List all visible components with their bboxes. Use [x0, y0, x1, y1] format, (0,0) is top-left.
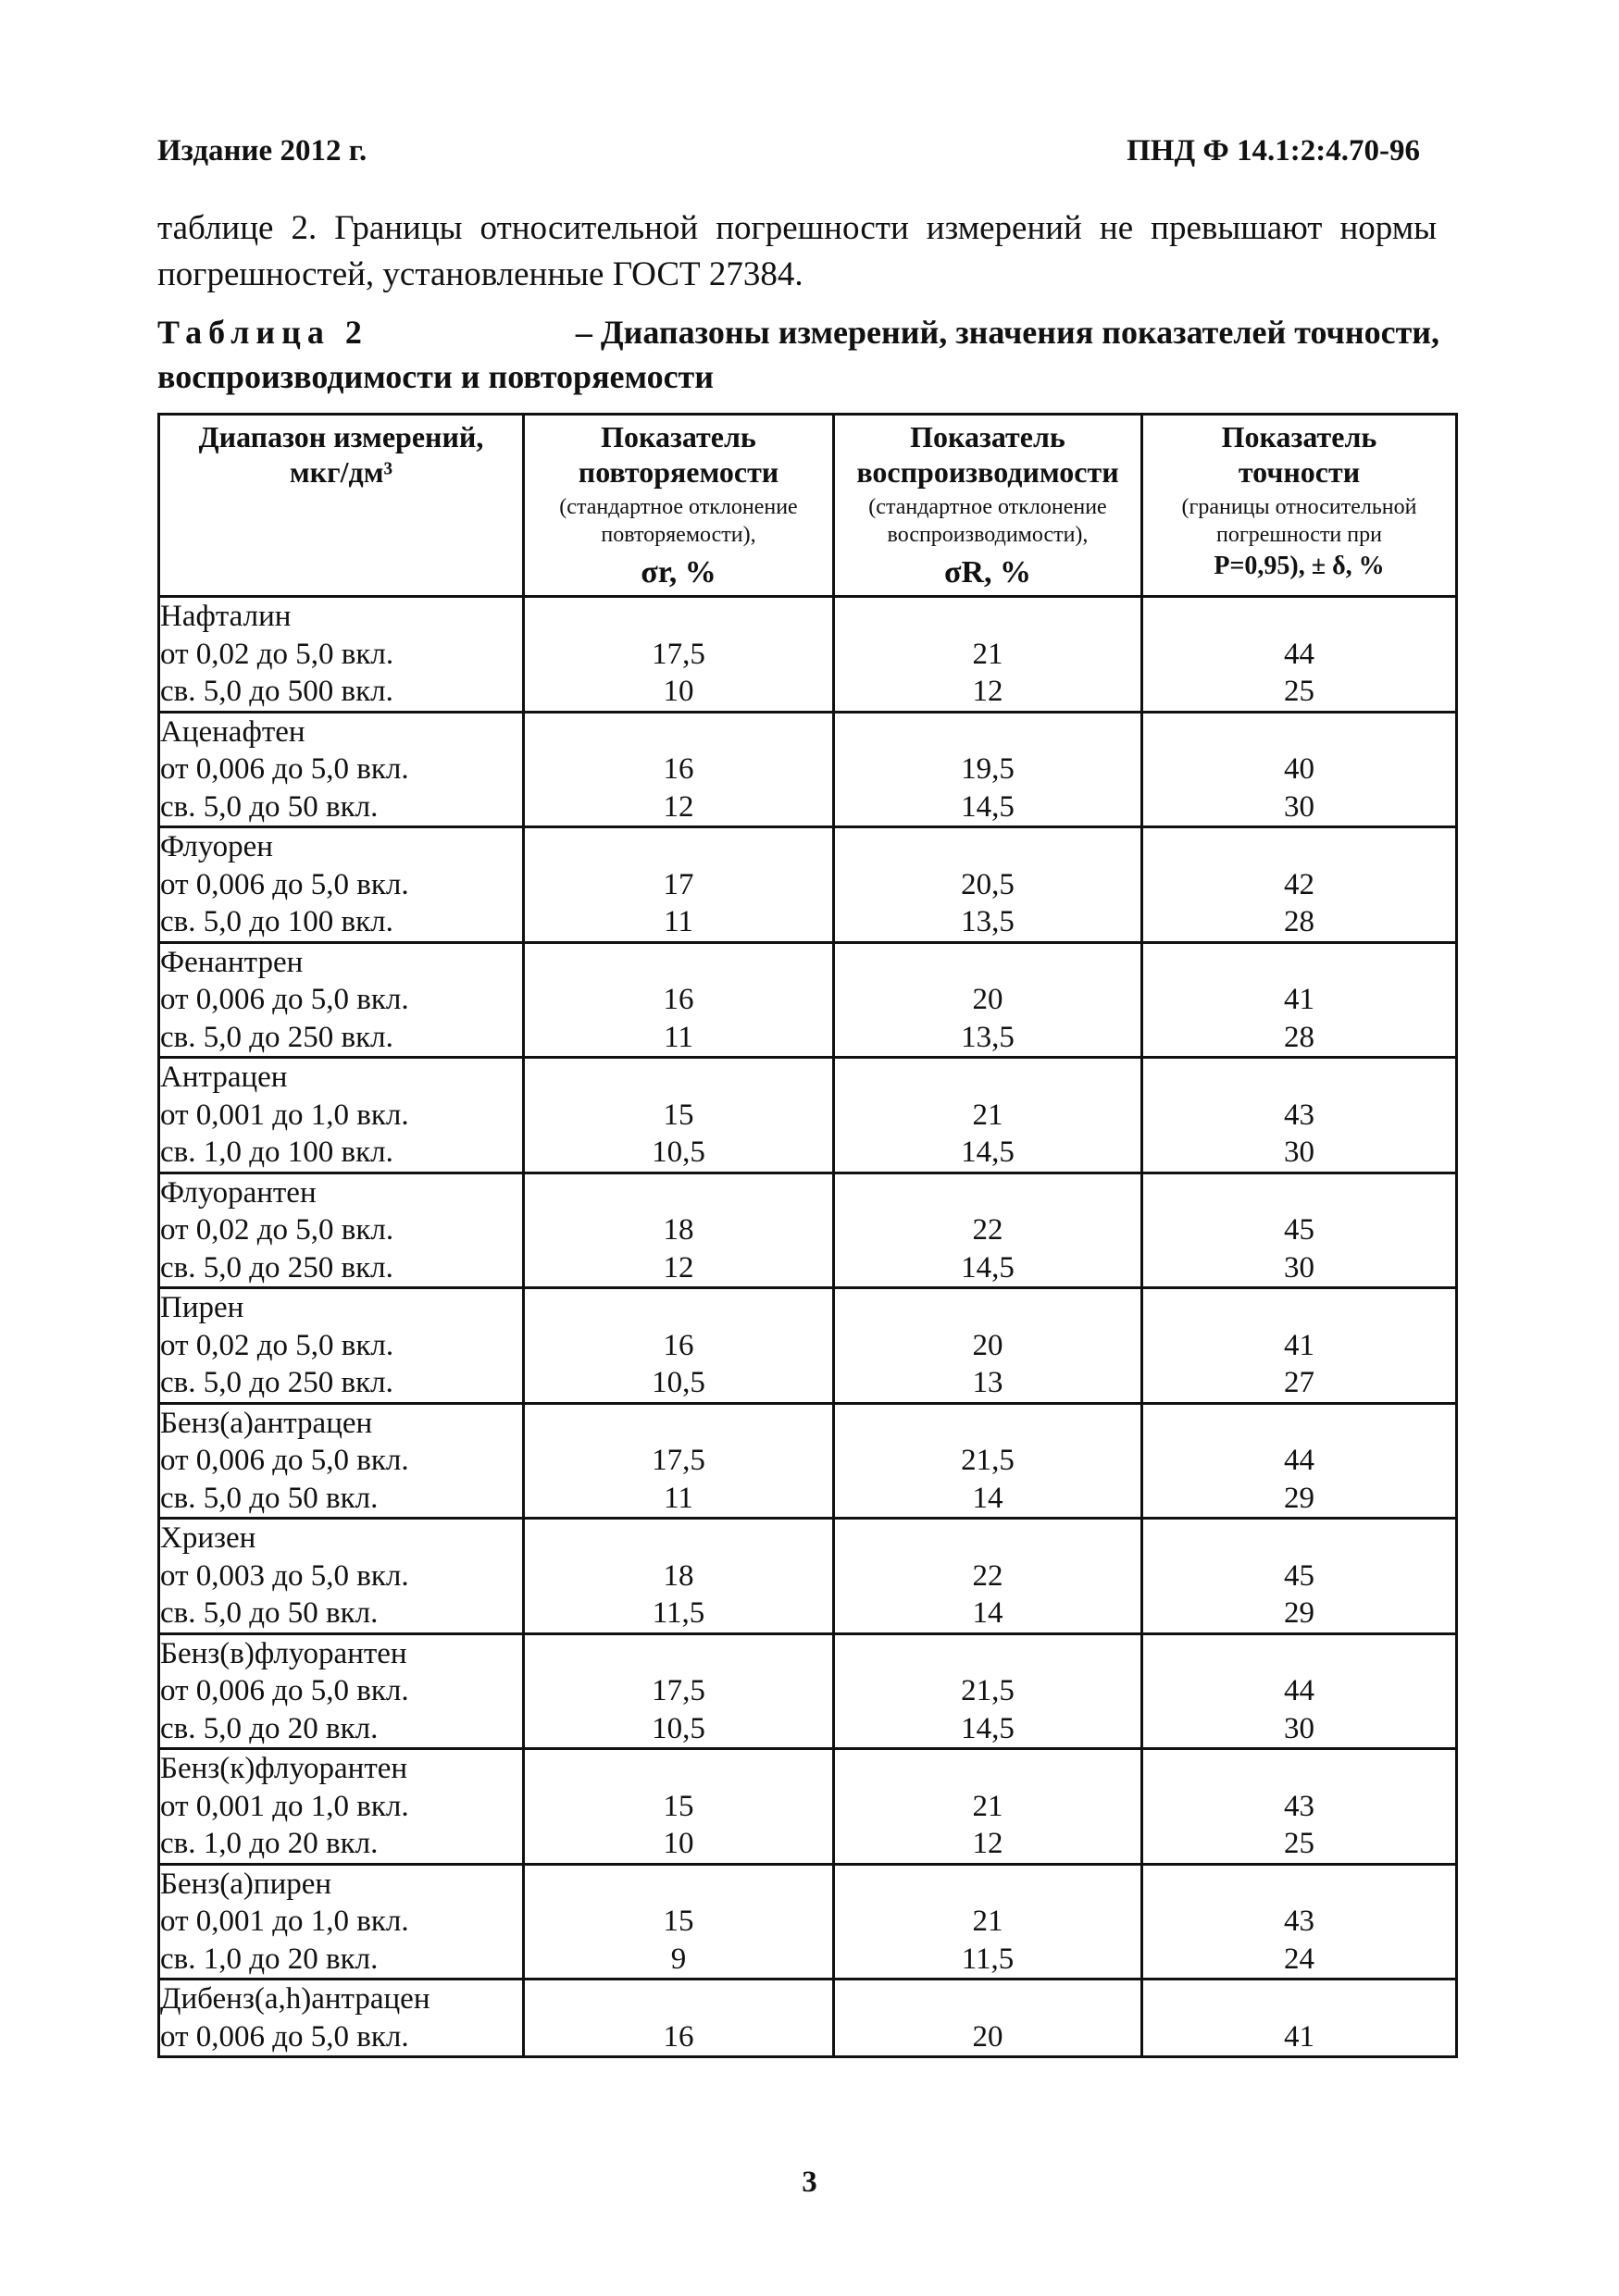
- cell-repeatability-value: [524, 712, 834, 827]
- range-value: от 0,006 до 5,0 вкл.: [160, 2019, 409, 2054]
- range-value: от 0,02 до 5,0 вкл.: [160, 637, 394, 671]
- spacer-line: [1143, 714, 1455, 751]
- cell-repeatability-value: [524, 1173, 834, 1288]
- accuracy-value: 28: [1284, 1020, 1314, 1054]
- repeatability-value: 10,5: [652, 1366, 705, 1399]
- spacer-line: [835, 1520, 1140, 1558]
- table-header-row: [159, 415, 1457, 597]
- range-value: от 0,001 до 1,0 вкл.: [160, 1789, 409, 1823]
- cell-substance-range: [159, 597, 524, 713]
- spacer-line: [835, 944, 1140, 982]
- spacer-line: [1143, 1405, 1455, 1443]
- accuracy-value: 28: [1284, 905, 1314, 938]
- spacer-line: [1143, 1289, 1455, 1327]
- reproducibility-value: 19,5: [961, 752, 1015, 786]
- reproducibility-value: 14,5: [961, 1711, 1015, 1745]
- reproducibility-value: 14,5: [961, 789, 1015, 824]
- cell-repeatability-value: [524, 1288, 834, 1404]
- cell-substance-range: [159, 1173, 524, 1288]
- spacer-line: [1143, 944, 1455, 982]
- reproducibility-value: 21: [972, 1098, 1003, 1132]
- spacer-line: [1143, 1635, 1455, 1673]
- accuracy-value: 43: [1284, 1905, 1314, 1938]
- table-row: [159, 1980, 1457, 2057]
- cell-accuracy-value: [1142, 1519, 1457, 1634]
- cell-substance-range: [159, 1864, 524, 1980]
- cell-reproducibility-value: [834, 1058, 1142, 1173]
- cell-repeatability-value: [524, 597, 834, 713]
- repeatability-value: 17,5: [652, 1674, 705, 1707]
- range-value: от 0,006 до 5,0 вкл.: [160, 1674, 409, 1707]
- spacer-line: [1143, 1059, 1455, 1097]
- cell-accuracy-value: [1142, 1288, 1457, 1404]
- cell-accuracy-value: [1142, 827, 1457, 943]
- header-repeat-symbol: σr, %: [641, 555, 716, 590]
- spacer-line: [525, 1750, 832, 1788]
- table-row: [159, 597, 1457, 713]
- header-reprod-sub: (стандартное отклонение воспроизводимости),: [868, 495, 1107, 547]
- range-value: св. 5,0 до 100 вкл.: [160, 905, 393, 938]
- spacer-line: [525, 1866, 832, 1904]
- cell-repeatability-value: [524, 1519, 834, 1634]
- accuracy-value: 29: [1284, 1596, 1314, 1630]
- repeatability-value: 15: [663, 1789, 694, 1823]
- cell-reproducibility-value: [834, 827, 1142, 943]
- range-value: св. 1,0 до 20 вкл.: [160, 1827, 379, 1860]
- header-accuracy-title-2: точности: [1238, 455, 1361, 489]
- accuracy-value: 45: [1284, 1213, 1314, 1247]
- substance-name: Хризен: [160, 1521, 256, 1555]
- repeatability-value: 16: [663, 1328, 694, 1362]
- reproducibility-value: 21,5: [961, 1674, 1015, 1707]
- repeatability-value: 15: [663, 1098, 694, 1132]
- measurement-table: [157, 413, 1458, 2058]
- spacer-line: [525, 1174, 832, 1212]
- range-value: от 0,003 до 5,0 вкл.: [160, 1558, 409, 1593]
- accuracy-value: 30: [1284, 1711, 1314, 1745]
- accuracy-value: 40: [1284, 752, 1314, 786]
- table-row: [159, 1633, 1457, 1749]
- cell-substance-range: [159, 1633, 524, 1749]
- substance-name: Пирен: [160, 1291, 244, 1324]
- edition-label: Издание 2012 г.: [157, 134, 367, 168]
- spacer-line: [525, 1059, 832, 1097]
- reproducibility-value: 21: [972, 1905, 1003, 1938]
- repeatability-value: 17,5: [652, 1444, 705, 1477]
- range-value: св. 5,0 до 250 вкл.: [160, 1020, 393, 1054]
- cell-substance-range: [159, 1403, 524, 1519]
- spacer-line: [835, 598, 1140, 636]
- spacer-line: [525, 1635, 832, 1673]
- accuracy-value: 30: [1284, 789, 1314, 824]
- table-row: [159, 1173, 1457, 1288]
- cell-reproducibility-value: [834, 597, 1142, 713]
- spacer-line: [835, 1174, 1140, 1212]
- cell-reproducibility-value: [834, 1980, 1142, 2057]
- range-value: св. 5,0 до 250 вкл.: [160, 1250, 393, 1285]
- cell-reproducibility-value: [834, 942, 1142, 1058]
- accuracy-value: 27: [1284, 1366, 1314, 1399]
- accuracy-value: 30: [1284, 1250, 1314, 1285]
- table-row: [159, 1864, 1457, 1980]
- spacer-line: [835, 714, 1140, 751]
- repeatability-value: 18: [663, 1213, 694, 1247]
- spacer-line: [835, 1635, 1140, 1673]
- table-row: [159, 827, 1457, 943]
- repeatability-value: 12: [663, 789, 694, 824]
- intro-paragraph: [157, 205, 1437, 298]
- substance-name: Флуорен: [160, 830, 273, 863]
- page-number: 3: [802, 2166, 817, 2199]
- table-row: [159, 1519, 1457, 1634]
- cell-accuracy-value: [1142, 1633, 1457, 1749]
- cell-reproducibility-value: [834, 1403, 1142, 1519]
- reproducibility-value: 20,5: [961, 867, 1015, 901]
- spacer-line: [835, 1405, 1140, 1443]
- repeatability-value: 15: [663, 1905, 694, 1938]
- reproducibility-value: 21: [972, 637, 1003, 671]
- repeatability-value: 11: [664, 1020, 693, 1054]
- spacer-line: [525, 1289, 832, 1327]
- substance-name: Бенз(а)антрацен: [160, 1406, 373, 1440]
- substance-name: Флуорантен: [160, 1175, 317, 1210]
- cell-substance-range: [159, 712, 524, 827]
- header-reprod-title-1: Показатель: [910, 420, 1065, 453]
- cell-accuracy-value: [1142, 1403, 1457, 1519]
- repeatability-value: 10,5: [652, 1136, 705, 1169]
- reproducibility-value: 14,5: [961, 1250, 1015, 1285]
- spacer-line: [835, 828, 1140, 866]
- cell-accuracy-value: [1142, 1980, 1457, 2057]
- caption-line-1: [157, 310, 1439, 354]
- accuracy-value: 24: [1284, 1942, 1314, 1976]
- reproducibility-value: 11,5: [961, 1942, 1015, 1976]
- caption-prefix: Таблица 2: [157, 314, 368, 351]
- range-value: от 0,006 до 5,0 вкл.: [160, 752, 409, 786]
- substance-name: Бенз(а)пирен: [160, 1867, 332, 1901]
- repeatability-value: 17,5: [652, 637, 705, 671]
- range-value: от 0,006 до 5,0 вкл.: [160, 867, 409, 901]
- spacer-line: [1143, 828, 1455, 866]
- repeatability-value: 11: [664, 905, 693, 938]
- accuracy-value: 29: [1284, 1481, 1314, 1515]
- repeatability-value: 16: [663, 2019, 694, 2054]
- header-accuracy-symbol: Р=0,95), ± δ, %: [1214, 552, 1385, 580]
- substance-name: Дибенз(a,h)антрацен: [160, 1982, 430, 2016]
- range-value: св. 5,0 до 50 вкл.: [160, 1481, 379, 1515]
- spacer-line: [525, 1405, 832, 1443]
- reproducibility-value: 14: [972, 1596, 1003, 1630]
- cell-reproducibility-value: [834, 1519, 1142, 1634]
- accuracy-value: 25: [1284, 1827, 1314, 1860]
- repeatability-value: 11,5: [652, 1596, 705, 1630]
- spacer-line: [1143, 1980, 1455, 2018]
- reproducibility-value: 13,5: [961, 1020, 1015, 1054]
- reproducibility-value: 13,5: [961, 905, 1015, 938]
- cell-accuracy-value: [1142, 597, 1457, 713]
- reproducibility-value: 20: [972, 1328, 1003, 1362]
- header-reprod-title-2: воспроизводимости: [856, 455, 1119, 489]
- cell-substance-range: [159, 1058, 524, 1173]
- reproducibility-value: 22: [972, 1213, 1003, 1247]
- table-caption: [157, 310, 1439, 399]
- cell-reproducibility-value: [834, 1173, 1142, 1288]
- cell-substance-range: [159, 1749, 524, 1865]
- header-repeat-title-1: Показатель: [601, 420, 756, 453]
- spacer-line: [1143, 1520, 1455, 1558]
- accuracy-value: 43: [1284, 1789, 1314, 1823]
- accuracy-value: 25: [1284, 675, 1314, 708]
- reproducibility-value: 14,5: [961, 1136, 1015, 1169]
- reproducibility-value: 13: [972, 1366, 1003, 1399]
- reproducibility-value: 12: [972, 1827, 1003, 1860]
- header-repeat-title-2: повторяемости: [578, 455, 779, 489]
- accuracy-value: 41: [1284, 2019, 1314, 2054]
- header-repeatability: [524, 415, 834, 597]
- repeatability-value: 10: [663, 1827, 694, 1860]
- table-row: [159, 1749, 1457, 1865]
- caption-line-2: воспроизводимости и повторяемости: [157, 358, 714, 395]
- header-repeat-sub: (стандартное отклонение повторяемости),: [559, 495, 798, 547]
- header-range-unit: мкг/дм³: [289, 455, 393, 489]
- reproducibility-value: 21: [972, 1789, 1003, 1823]
- cell-substance-range: [159, 827, 524, 943]
- reproducibility-value: 22: [972, 1558, 1003, 1593]
- reproducibility-value: 14: [972, 1481, 1003, 1515]
- cell-repeatability-value: [524, 1864, 834, 1980]
- cell-accuracy-value: [1142, 1173, 1457, 1288]
- accuracy-value: 42: [1284, 867, 1314, 901]
- cell-repeatability-value: [524, 1749, 834, 1865]
- cell-substance-range: [159, 1980, 524, 2057]
- reproducibility-value: 20: [972, 983, 1003, 1016]
- spacer-line: [835, 1059, 1140, 1097]
- range-value: св. 5,0 до 20 вкл.: [160, 1711, 379, 1745]
- repeatability-value: 18: [663, 1558, 694, 1593]
- range-value: св. 5,0 до 250 вкл.: [160, 1366, 393, 1399]
- accuracy-value: 43: [1284, 1098, 1314, 1132]
- cell-accuracy-value: [1142, 712, 1457, 827]
- repeatability-value: 17: [663, 867, 694, 901]
- cell-substance-range: [159, 942, 524, 1058]
- cell-accuracy-value: [1142, 942, 1457, 1058]
- substance-name: Фенантрен: [160, 945, 304, 979]
- substance-name: Бенз(в)флуорантен: [160, 1636, 407, 1670]
- cell-repeatability-value: [524, 827, 834, 943]
- cell-repeatability-value: [524, 942, 834, 1058]
- header-reprod-symbol: σR, %: [943, 555, 1032, 590]
- table-row: [159, 1288, 1457, 1404]
- range-value: от 0,001 до 1,0 вкл.: [160, 1905, 409, 1938]
- cell-reproducibility-value: [834, 712, 1142, 827]
- range-value: св. 5,0 до 50 вкл.: [160, 1596, 379, 1630]
- header-accuracy-title-1: Показатель: [1221, 420, 1377, 453]
- table-body: [159, 597, 1457, 2057]
- cell-reproducibility-value: [834, 1749, 1142, 1865]
- repeatability-value: 16: [663, 983, 694, 1016]
- header-reproducibility: [834, 415, 1142, 597]
- repeatability-value: 9: [670, 1942, 687, 1976]
- accuracy-value: 44: [1284, 1444, 1314, 1477]
- reproducibility-value: 20: [972, 2019, 1003, 2054]
- accuracy-value: 30: [1284, 1136, 1314, 1169]
- table-row: [159, 712, 1457, 827]
- document-code: ПНД Ф 14.1:2:4.70-96: [1127, 134, 1420, 168]
- spacer-line: [835, 1980, 1140, 2018]
- substance-name: Бенз(к)флуорантен: [160, 1752, 408, 1785]
- spacer-line: [525, 1980, 832, 2018]
- spacer-line: [1143, 1174, 1455, 1212]
- header-accuracy: [1142, 415, 1457, 597]
- repeatability-value: 12: [663, 1250, 694, 1285]
- spacer-line: [525, 1520, 832, 1558]
- range-value: от 0,02 до 5,0 вкл.: [160, 1213, 394, 1247]
- repeatability-value: 11: [664, 1481, 693, 1515]
- intro-text: таблице 2. Границы относительной погрешности измерений не превышают нормы погрешностей, установленные ГОСТ 27384.: [157, 209, 1437, 293]
- table-row: [159, 942, 1457, 1058]
- spacer-line: [1143, 598, 1455, 636]
- spacer-line: [1143, 1866, 1455, 1904]
- range-value: от 0,001 до 1,0 вкл.: [160, 1098, 409, 1132]
- cell-accuracy-value: [1142, 1749, 1457, 1865]
- spacer-line: [525, 714, 832, 751]
- accuracy-value: 41: [1284, 983, 1314, 1016]
- reproducibility-value: 12: [972, 675, 1003, 708]
- accuracy-value: 44: [1284, 637, 1314, 671]
- cell-accuracy-value: [1142, 1864, 1457, 1980]
- accuracy-value: 45: [1284, 1558, 1314, 1593]
- accuracy-value: 44: [1284, 1674, 1314, 1707]
- header-range: [159, 415, 524, 597]
- cell-repeatability-value: [524, 1403, 834, 1519]
- range-value: св. 5,0 до 500 вкл.: [160, 675, 393, 708]
- cell-reproducibility-value: [834, 1633, 1142, 1749]
- substance-name: Антрацен: [160, 1061, 288, 1094]
- table-row: [159, 1058, 1457, 1173]
- cell-substance-range: [159, 1288, 524, 1404]
- cell-repeatability-value: [524, 1058, 834, 1173]
- cell-substance-range: [159, 1519, 524, 1634]
- cell-reproducibility-value: [834, 1864, 1142, 1980]
- range-value: от 0,006 до 5,0 вкл.: [160, 983, 409, 1016]
- repeatability-value: 10,5: [652, 1711, 705, 1745]
- cell-reproducibility-value: [834, 1288, 1142, 1404]
- accuracy-value: 41: [1284, 1328, 1314, 1362]
- range-value: св. 1,0 до 100 вкл.: [160, 1136, 393, 1169]
- table-row: [159, 1403, 1457, 1519]
- spacer-line: [835, 1750, 1140, 1788]
- spacer-line: [1143, 1750, 1455, 1788]
- repeatability-value: 10: [663, 675, 694, 708]
- range-value: св. 1,0 до 20 вкл.: [160, 1942, 379, 1976]
- spacer-line: [525, 828, 832, 866]
- substance-name: Аценафтен: [160, 714, 305, 749]
- cell-accuracy-value: [1142, 1058, 1457, 1173]
- range-value: св. 5,0 до 50 вкл.: [160, 789, 379, 824]
- spacer-line: [835, 1866, 1140, 1904]
- caption-rest: – Диапазоны измерений, значения показателей точности,: [575, 314, 1439, 351]
- range-value: от 0,02 до 5,0 вкл.: [160, 1328, 394, 1362]
- range-value: от 0,006 до 5,0 вкл.: [160, 1444, 409, 1477]
- repeatability-value: 16: [663, 752, 694, 786]
- substance-name: Нафталин: [160, 600, 292, 633]
- cell-repeatability-value: [524, 1980, 834, 2057]
- spacer-line: [525, 944, 832, 982]
- header-accuracy-sub: (границы относительной погрешности при: [1181, 495, 1417, 547]
- spacer-line: [835, 1289, 1140, 1327]
- header-range-title: Диапазон измерений,: [198, 420, 484, 453]
- reproducibility-value: 21,5: [961, 1444, 1015, 1477]
- spacer-line: [525, 598, 832, 636]
- cell-repeatability-value: [524, 1633, 834, 1749]
